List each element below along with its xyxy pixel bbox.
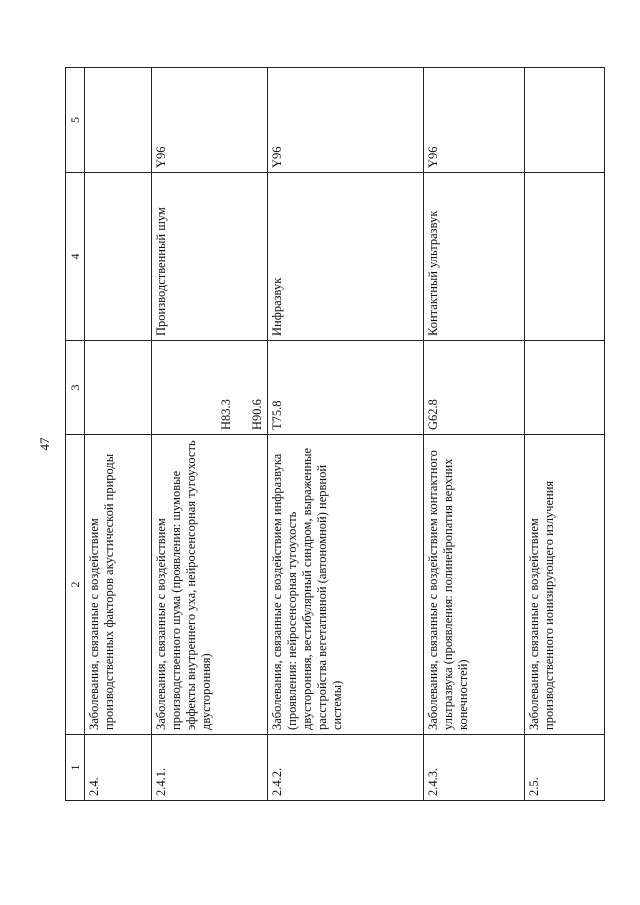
table-row xyxy=(85,68,152,801)
page-number: 47 xyxy=(37,437,52,451)
row-factor: Инфразвук xyxy=(267,173,424,341)
row-codes xyxy=(424,341,525,435)
column-header: 4 xyxy=(66,173,85,341)
row-description: Заболевания, связанные с воздействием производственного шума (проявления: шумовые эффекты внутреннего уха, нейросенсорная тугоухость двусторонняя) xyxy=(151,435,267,735)
row-codes xyxy=(524,341,604,435)
row-factor: Производственный шум xyxy=(151,173,267,341)
row-factor: Контактный ультразвук xyxy=(424,173,525,341)
icd-code: G62.8 xyxy=(426,399,441,430)
row-code5 xyxy=(524,68,604,173)
row-description: Заболевания, связанные с воздействием контактного ультразвука (проявления: полинейропатия верхних конечностей) xyxy=(424,435,525,735)
icd-code: H90.6 xyxy=(249,399,264,430)
row-description: Заболевания, связанные с воздействием инфразвука (проявления: нейросенсорная тугоухость двусторонняя, вестибулярный синдром, выраженные расстройства вегетативной (автономной) нервной системы) xyxy=(267,435,424,735)
table-row xyxy=(424,68,525,801)
row-codes xyxy=(151,341,267,435)
row-factor xyxy=(85,173,152,341)
row-number: 2.4.3. xyxy=(424,735,525,801)
table-row xyxy=(151,68,267,801)
icd-code: T75.8 xyxy=(269,400,284,430)
row-number: 2.4.1. xyxy=(151,735,267,801)
row-description: Заболевания, связанные с воздействием производственного ионизирующего излучения xyxy=(524,435,604,735)
column-header: 2 xyxy=(66,435,85,735)
disease-table xyxy=(65,67,605,801)
row-code5: Y96 xyxy=(151,68,267,173)
table-row xyxy=(267,68,424,801)
row-description: Заболевания, связанные с воздействием производственных факторов акустической природы xyxy=(85,435,152,735)
column-header: 1 xyxy=(66,735,85,801)
row-code5 xyxy=(85,68,152,173)
row-codes xyxy=(267,341,424,435)
row-number: 2.5. xyxy=(524,735,604,801)
column-header: 5 xyxy=(66,68,85,173)
header-row xyxy=(66,68,85,801)
row-codes xyxy=(85,341,152,435)
row-number: 2.4. xyxy=(85,735,152,801)
table-row xyxy=(524,68,604,801)
row-code5: Y96 xyxy=(424,68,525,173)
row-number: 2.4.2. xyxy=(267,735,424,801)
icd-code: H83.3 xyxy=(218,399,233,430)
column-header: 3 xyxy=(66,341,85,435)
row-factor xyxy=(524,173,604,341)
rotated-table-container xyxy=(65,68,605,801)
row-code5: Y96 xyxy=(267,68,424,173)
